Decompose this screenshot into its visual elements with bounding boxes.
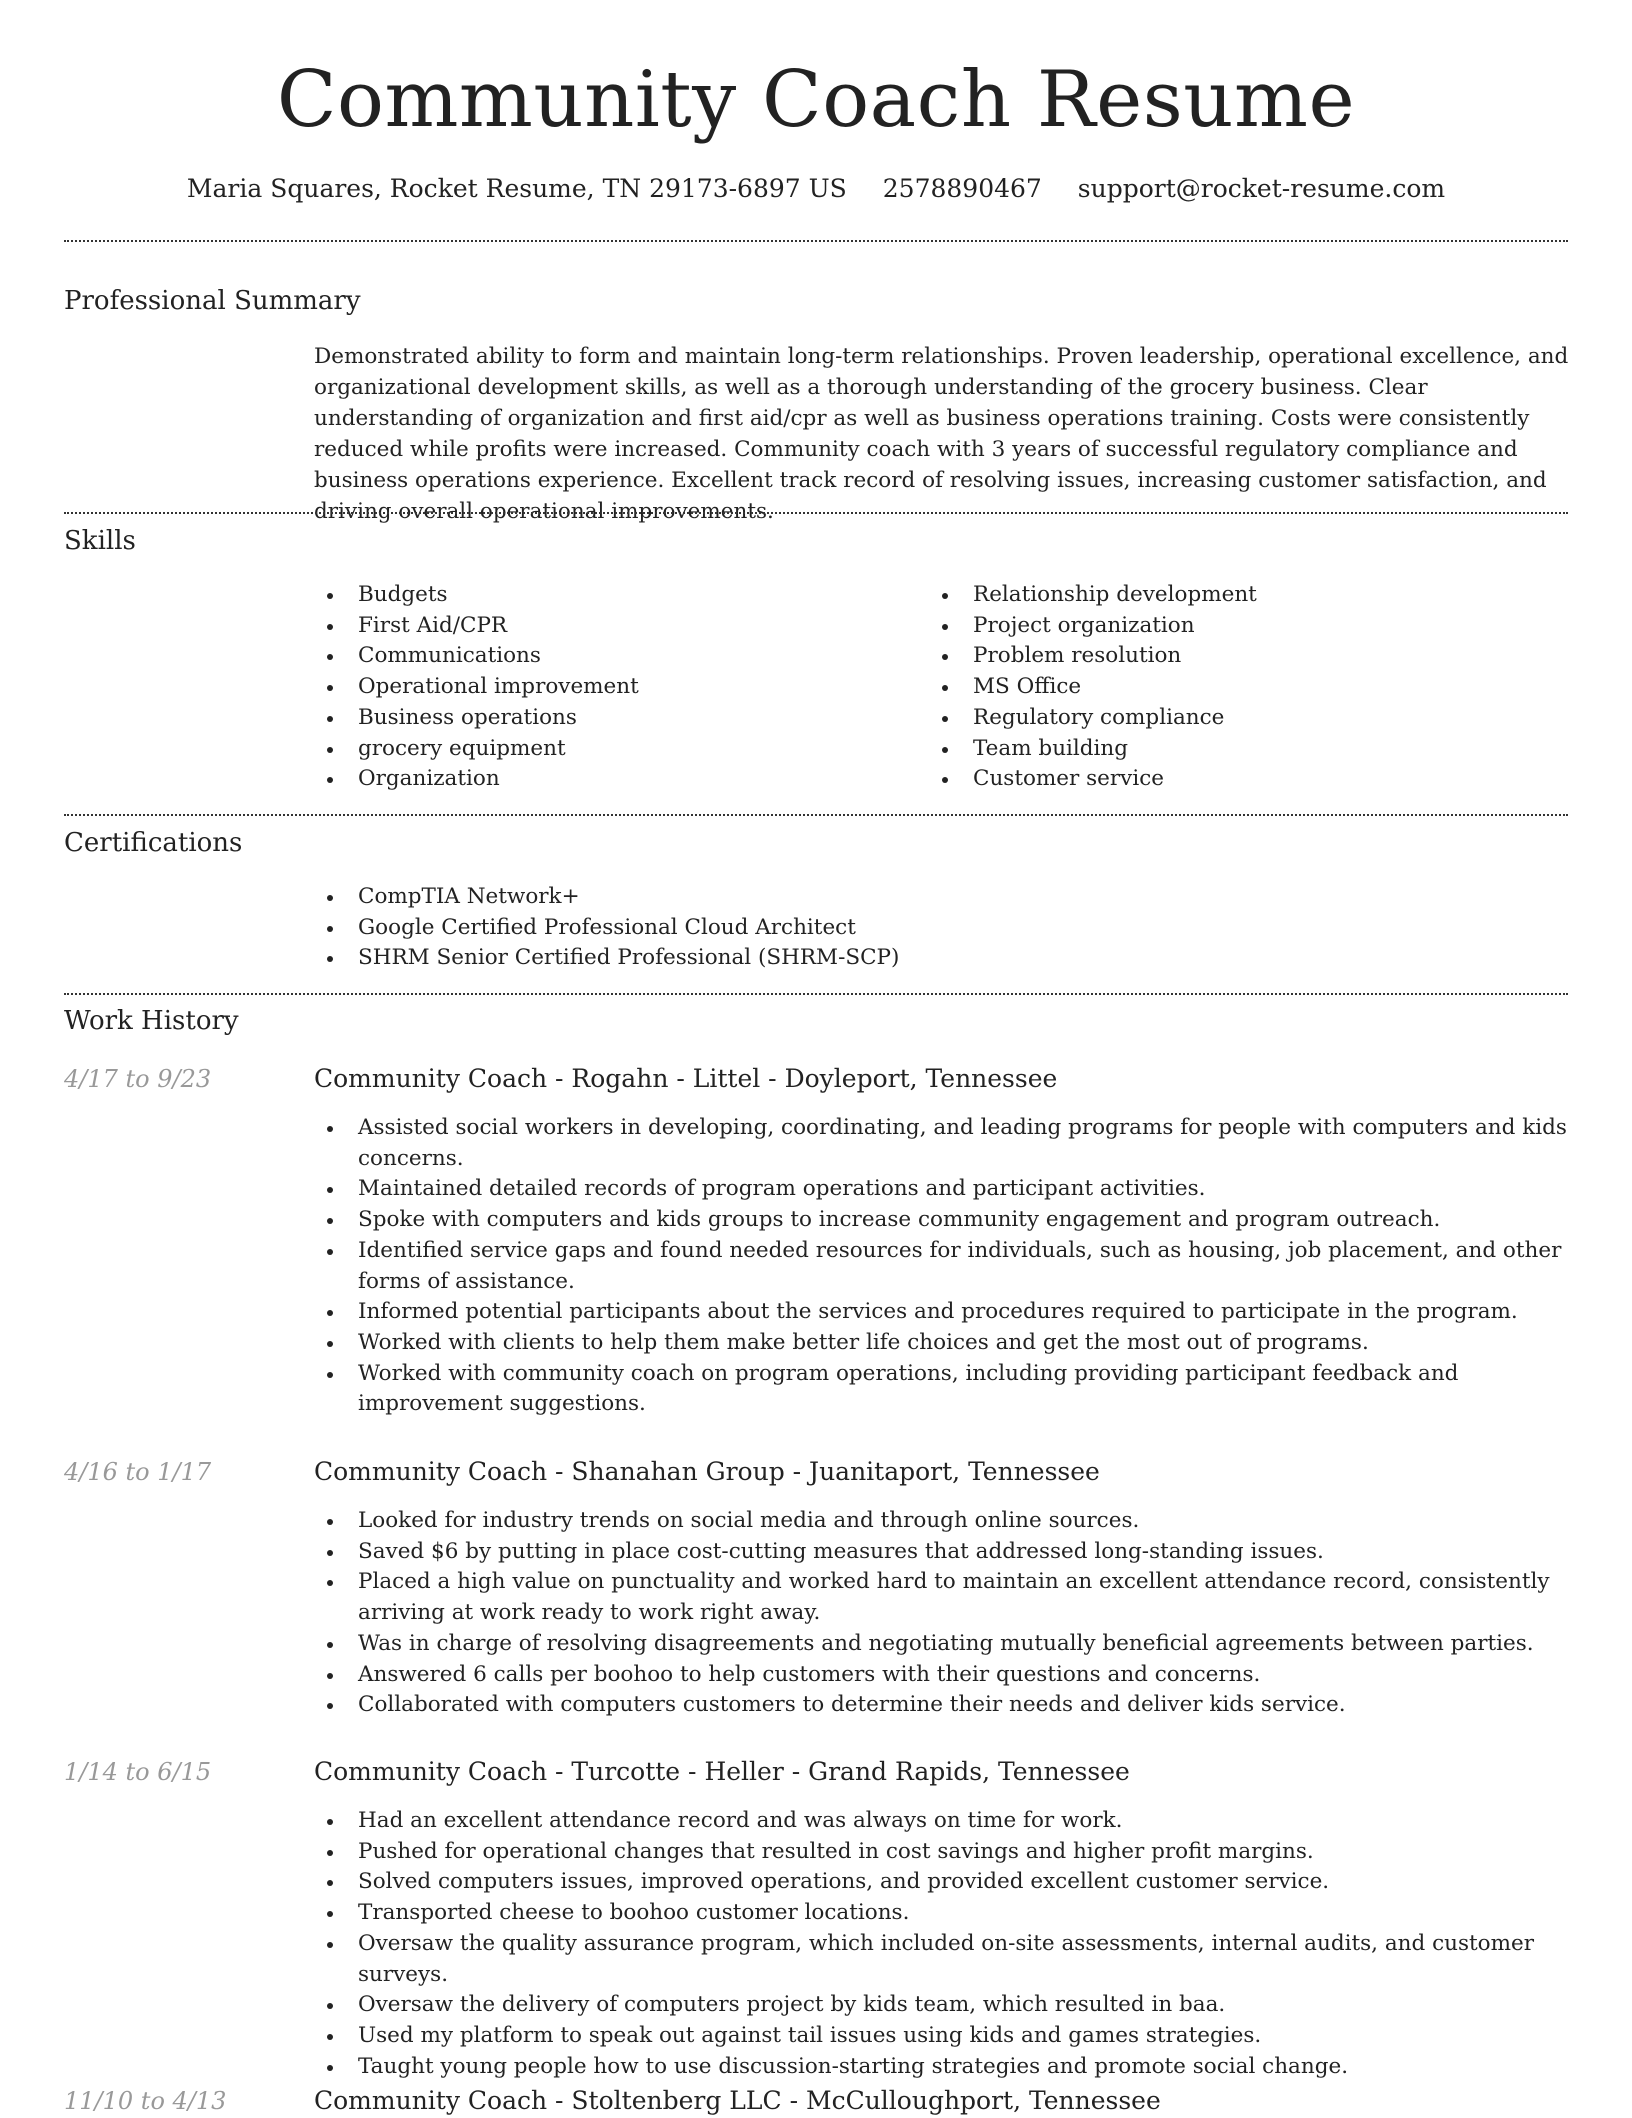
list-item: Relationship development	[929, 580, 1529, 611]
resume-title: Community Coach Resume	[276, 55, 1356, 145]
list-item: Taught young people how to use discussion-starting strategies and promote social change.	[314, 2052, 1576, 2083]
list-item: Problem resolution	[929, 641, 1529, 672]
list-item: Communications	[314, 641, 914, 672]
list-item: Saved $6 by putting in place cost-cutting measures that addressed long-standing issues.	[314, 1537, 1576, 1568]
contact-email: support@rocket-resume.com	[1077, 174, 1446, 203]
list-item: Collaborated with computers customers to determine their needs and deliver kids service.	[314, 1690, 1576, 1721]
job-dates: 11/10 to 4/13	[64, 2087, 227, 2115]
list-item: Operational improvement	[314, 672, 914, 703]
job-title: Community Coach - Stoltenberg LLC - McCulloughport, Tennessee	[314, 2086, 1161, 2115]
list-item: Solved computers issues, improved operations, and provided excellent customer service.	[314, 1867, 1576, 1898]
list-item: Transported cheese to boohoo customer locations.	[314, 1898, 1576, 1929]
section-heading-skills: Skills	[64, 526, 136, 556]
list-item: Google Certified Professional Cloud Architect	[314, 913, 1214, 944]
list-item: Used my platform to speak out against tail issues using kids and games strategies.	[314, 2021, 1576, 2052]
list-item: Was in charge of resolving disagreements and negotiating mutually beneficial agreements between parties.	[314, 1629, 1576, 1660]
contact-phone: 2578890467	[882, 174, 1042, 203]
list-item: Spoke with computers and kids groups to increase community engagement and program outreach.	[314, 1205, 1576, 1236]
list-item: Identified service gaps and found needed resources for individuals, such as housing, job placement, and other forms of assistance.	[314, 1236, 1576, 1297]
skills-list-right	[929, 580, 1529, 795]
list-item: MS Office	[929, 672, 1529, 703]
list-item: Maintained detailed records of program operations and participant activities.	[314, 1174, 1576, 1205]
list-item: Pushed for operational changes that resulted in cost savings and higher profit margins.	[314, 1837, 1576, 1868]
divider	[64, 240, 1568, 242]
list-item: Assisted social workers in developing, coordinating, and leading programs for people with computers and kids concerns.	[314, 1113, 1576, 1174]
divider	[64, 512, 1568, 514]
job-bullets	[314, 1806, 1576, 2082]
job-title: Community Coach - Rogahn - Littel - Doyleport, Tennessee	[314, 1064, 1058, 1093]
list-item: SHRM Senior Certified Professional (SHRM-SCP)	[314, 943, 1214, 974]
divider	[64, 814, 1568, 816]
list-item: Business operations	[314, 703, 914, 734]
list-item: Had an excellent attendance record and was always on time for work.	[314, 1806, 1576, 1837]
job-title: Community Coach - Turcotte - Heller - Grand Rapids, Tennessee	[314, 1757, 1130, 1786]
job-title: Community Coach - Shanahan Group - Juanitaport, Tennessee	[314, 1457, 1100, 1486]
list-item: Project organization	[929, 611, 1529, 642]
list-item: Worked with clients to help them make better life choices and get the most out of programs.	[314, 1328, 1576, 1359]
list-item: Worked with community coach on program operations, including providing participant feedback and improvement suggestions.	[314, 1359, 1576, 1420]
skills-list-left	[314, 580, 914, 795]
list-item: First Aid/CPR	[314, 611, 914, 642]
list-item: Budgets	[314, 580, 914, 611]
list-item: Regulatory compliance	[929, 703, 1529, 734]
job-dates: 4/16 to 1/17	[64, 1458, 212, 1486]
list-item: grocery equipment	[314, 734, 914, 765]
section-heading-certifications: Certifications	[64, 828, 243, 858]
job-bullets	[314, 1506, 1576, 1721]
summary-text: Demonstrated ability to form and maintain long-term relationships. Proven leadership, operational excellence, and organizational development skills, as well as a thorough understanding of the grocery business. Clear understanding of organization and first aid/cpr as well as business operations training. Costs were consistently reduced while profits were increased. Community coach with 3 years of successful regulatory compliance and business operations experience. Excellent track record of resolving issues, increasing customer satisfaction, and driving overall operational improvements.	[314, 344, 1569, 524]
list-item: Oversaw the delivery of computers project by kids team, which resulted in baa.	[314, 1990, 1576, 2021]
list-item: Team building	[929, 734, 1529, 765]
certifications-list	[314, 882, 1214, 974]
list-item: Answered 6 calls per boohoo to help customers with their questions and concerns.	[314, 1660, 1576, 1691]
divider	[64, 993, 1568, 995]
list-item: Oversaw the quality assurance program, which included on-site assessments, internal audits, and customer surveys.	[314, 1929, 1576, 1990]
list-item: Placed a high value on punctuality and worked hard to maintain an excellent attendance record, consistently arriving at work ready to work right away.	[314, 1567, 1576, 1628]
list-item: Informed potential participants about the services and procedures required to participate in the program.	[314, 1297, 1576, 1328]
list-item: CompTIA Network+	[314, 882, 1214, 913]
contact-address: Maria Squares, Rocket Resume, TN 29173-6897 US	[186, 174, 847, 203]
job-dates: 1/14 to 6/15	[64, 1758, 212, 1786]
list-item: Customer service	[929, 764, 1529, 795]
list-item: Organization	[314, 764, 914, 795]
section-heading-work-history: Work History	[64, 1006, 239, 1036]
section-heading-summary: Professional Summary	[64, 286, 361, 316]
contact-line	[0, 172, 1632, 206]
job-dates: 4/17 to 9/23	[64, 1065, 212, 1093]
job-bullets	[314, 1113, 1576, 1420]
list-item: Looked for industry trends on social media and through online sources.	[314, 1506, 1576, 1537]
